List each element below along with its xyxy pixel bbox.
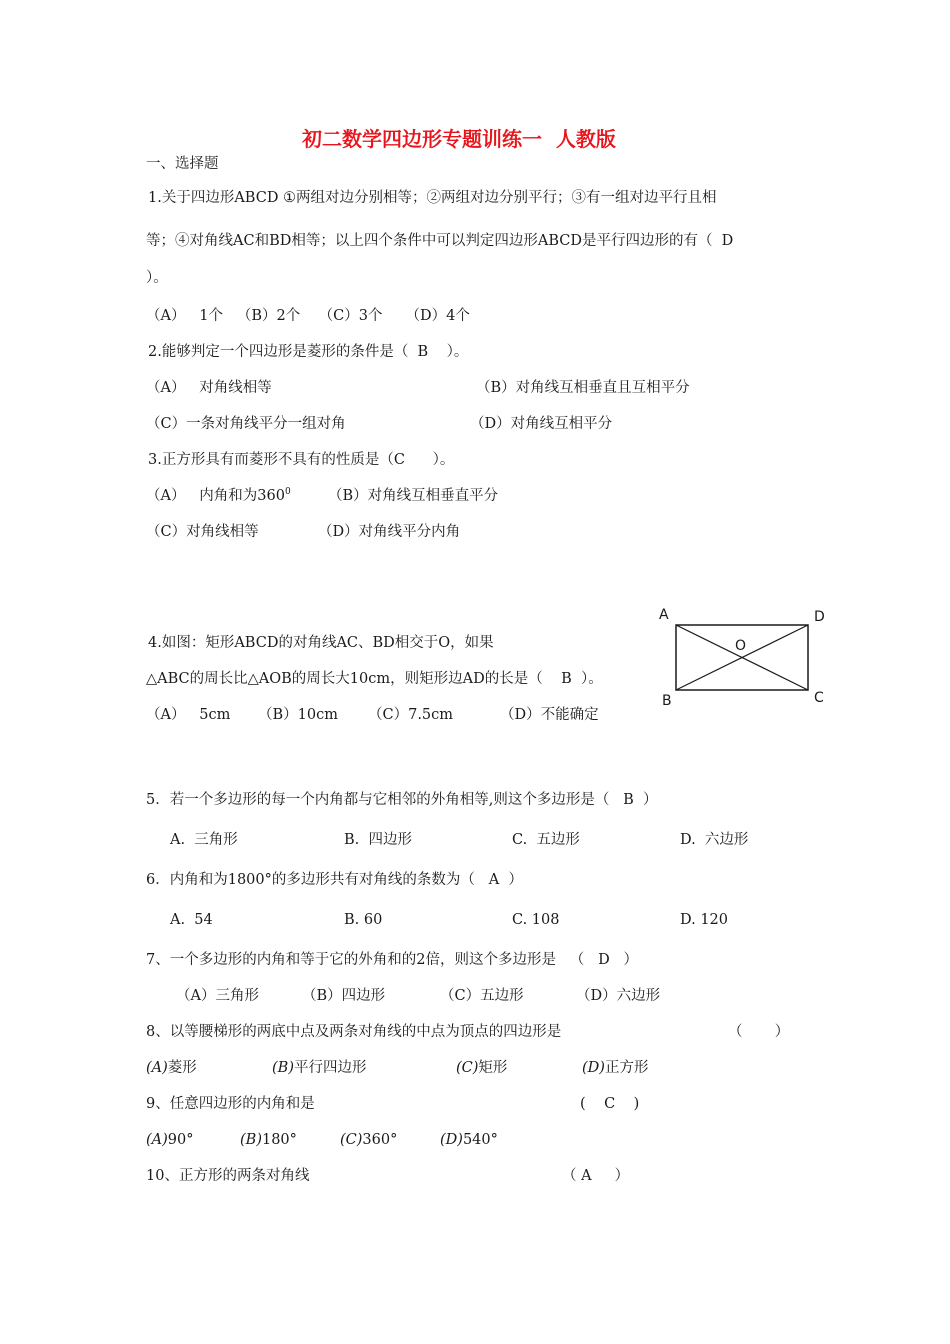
- q6-option-c: C. 108: [512, 912, 560, 928]
- center-label-o: O: [735, 638, 747, 654]
- q6-stem: 6．内角和为1800°的多边形共有对角线的条数为（ A ）: [146, 872, 523, 888]
- q8-option-d: (D)正方形: [582, 1060, 649, 1076]
- q4-option-b: （B）10cm: [258, 707, 338, 723]
- degree-superscript: 0: [284, 487, 291, 497]
- q3-option-c: （C）对角线相等: [146, 524, 259, 540]
- q2-option-c: （C）一条对角线平分一组对角: [146, 416, 346, 432]
- q8-option-c: (C)矩形: [456, 1060, 508, 1076]
- q3-option-d: （D）对角线平分内角: [318, 524, 461, 540]
- q5-option-c: C. 五边形: [512, 832, 580, 848]
- vertex-label-c: C: [814, 690, 824, 706]
- q2-option-a: （A） 对角线相等: [146, 380, 272, 396]
- q4-option-a: （A） 5cm: [146, 707, 231, 723]
- q5-stem: 5．若一个多边形的每一个内角都与它相邻的外角相等,则这个多边形是（ B ）: [146, 792, 658, 808]
- rectangle-diagram: [650, 600, 840, 715]
- q1-stem-line-1: 1.关于四边形ABCD ①两组对边分别相等；②两组对边分别平行；③有一组对边平行且相: [148, 190, 717, 206]
- q3-stem: 3.正方形具有而菱形不具有的性质是（C ）。: [148, 452, 455, 468]
- q9-option-b: (B)180°: [240, 1132, 297, 1148]
- q7-stem: 7、一个多边形的内角和等于它的外角和的2倍，则这个多边形是 （ D ）: [146, 952, 639, 968]
- q7-option-d: （D）六边形: [576, 988, 661, 1004]
- q6-option-b: B. 60: [344, 912, 383, 928]
- q1-stem-line-2: 等；④对角线AC和BD相等；以上四个条件中可以判定四边形ABCD是平行四边形的有（ D: [146, 233, 734, 249]
- page-title: 初二数学四边形专题训练一 人教版: [302, 127, 616, 151]
- q4-option-d: （D）不能确定: [500, 707, 599, 723]
- q9-option-a: (A)90°: [146, 1132, 194, 1148]
- q5-option-b: B. 四边形: [344, 832, 412, 848]
- q8-option-a: (A)菱形: [146, 1060, 197, 1076]
- q7-option-a: （A）三角形: [176, 988, 259, 1004]
- q4-option-c: （C）7.5cm: [368, 707, 454, 723]
- section-heading: 一、选择题: [146, 156, 219, 172]
- q8-stem: 8、以等腰梯形的两底中点及两条对角线的中点为顶点的四边形是: [146, 1024, 562, 1040]
- q9-option-d: (D)540°: [440, 1132, 498, 1148]
- q1-stem-line-3: ）。: [146, 270, 168, 286]
- q4-stem-line-1: 4.如图：矩形ABCD的对角线AC、BD相交于O，如果: [148, 635, 494, 651]
- q8-answer-paren: （ ）: [728, 1024, 790, 1040]
- vertex-label-a: A: [659, 607, 669, 623]
- q2-option-b: （B）对角线互相垂直且互相平分: [476, 380, 690, 396]
- vertex-label-b: B: [662, 693, 672, 709]
- q7-option-b: （B）四边形: [302, 988, 386, 1004]
- q2-stem: 2.能够判定一个四边形是菱形的条件是（ B ）。: [148, 344, 469, 360]
- q10-stem: 10、正方形的两条对角线: [146, 1168, 310, 1184]
- q3-option-a: （A） 内角和为$360^0$: [146, 487, 291, 504]
- q5-option-a: A. 三角形: [170, 832, 238, 848]
- q5-option-d: D. 六边形: [680, 832, 749, 848]
- q4-stem-line-2: △ABC的周长比△AOB的周长大10cm，则矩形边AD的长是（ B ）。: [146, 671, 603, 687]
- q7-option-c: （C）五边形: [440, 988, 524, 1004]
- q9-answer-paren: ( C ): [580, 1096, 640, 1112]
- q2-option-d: （D）对角线互相平分: [470, 416, 613, 432]
- q3-option-b: （B）对角线互相垂直平分: [328, 488, 499, 504]
- q9-option-c: (C)360°: [340, 1132, 398, 1148]
- q1-options: （A） 1个 （B）2个 （C）3个 （D）4个: [146, 308, 470, 324]
- q8-option-b: (B)平行四边形: [272, 1060, 367, 1076]
- q10-answer-paren: （ A ）: [562, 1168, 630, 1184]
- q6-option-d: D. 120: [680, 912, 729, 928]
- q6-option-a: A. 54: [170, 912, 213, 928]
- vertex-label-d: D: [814, 609, 825, 625]
- q9-stem: 9、任意四边形的内角和是: [146, 1096, 315, 1112]
